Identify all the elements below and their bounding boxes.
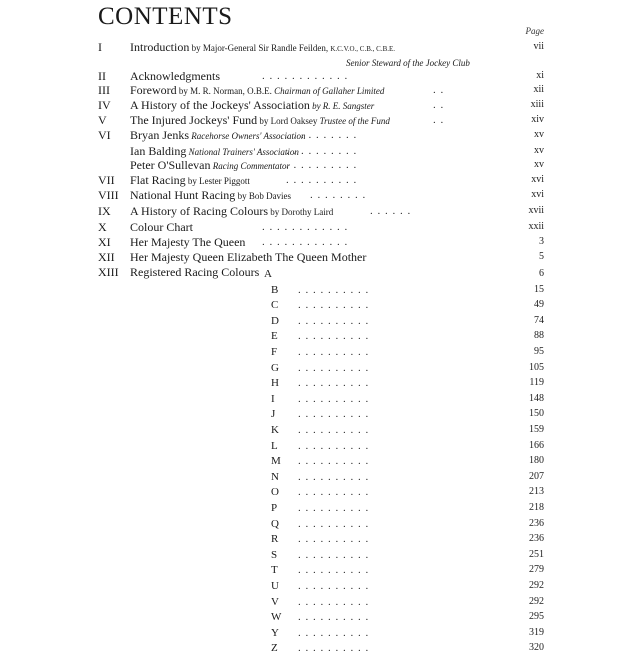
- entry-title: Introduction: [130, 40, 190, 54]
- chapter-numeral: IX: [98, 204, 111, 218]
- chapter-numeral: III: [98, 83, 110, 97]
- leader-dots: . . . . . . . . . .: [298, 439, 370, 452]
- leader-dots: . . . . . . . . . .: [298, 564, 370, 577]
- entry-role: Trustee of the Fund: [319, 116, 390, 126]
- page-number: xvi: [531, 174, 544, 185]
- index-letter: Y: [271, 626, 279, 639]
- leader-dots: . . . . . . . . . .: [298, 455, 370, 468]
- leader-dots: . .: [433, 99, 445, 111]
- entry-title: A History of the Jockeys' Association: [130, 98, 310, 112]
- page-number: 292: [529, 580, 544, 591]
- leader-dots: . . . . . . . . . .: [298, 361, 370, 374]
- page-number: xiii: [530, 99, 544, 110]
- leader-dots: . . . . . . . . . .: [298, 486, 370, 499]
- leader-dots: . . . . . . . . . .: [298, 377, 370, 390]
- entry-title: Foreword: [130, 83, 177, 97]
- leader-dots: . . . . . . . . . .: [298, 642, 370, 655]
- entry-author: by Bob Davies: [235, 191, 292, 201]
- page-number: 159: [529, 424, 544, 435]
- index-letter: J: [271, 408, 276, 421]
- index-letter: D: [271, 314, 279, 327]
- leader-dots: . . . . . . . . . .: [298, 548, 370, 561]
- page-title: CONTENTS: [98, 3, 233, 30]
- leader-dots: . . . . . . . .: [310, 189, 367, 201]
- leader-dots: . . . . . . . . . .: [298, 392, 370, 405]
- entry-title: Ian Balding: [130, 144, 187, 158]
- index-letter: E: [271, 330, 278, 343]
- chapter-numeral: V: [98, 113, 107, 127]
- chapter-numeral: XIII: [98, 265, 119, 279]
- page-number: 292: [529, 595, 544, 607]
- chapter-numeral: XI: [98, 235, 111, 249]
- page-number: xv: [534, 129, 544, 140]
- index-letter: C: [271, 299, 279, 312]
- entry-author: by Lester Piggott: [185, 176, 250, 186]
- page-number: 207: [529, 470, 544, 482]
- index-letter: S: [271, 548, 278, 561]
- chapter-numeral: VI: [98, 128, 111, 142]
- leader-dots: . . . . . . . . . .: [286, 145, 358, 157]
- entry-title: Flat Racing: [130, 173, 186, 187]
- leader-dots: . . . . . . . . . .: [298, 517, 370, 530]
- leader-dots: . . . . . . . . . .: [286, 159, 358, 171]
- entry-author: by Major-General Sir Randle Feilden,: [189, 43, 331, 53]
- leader-dots: . . . . . . . . . .: [298, 314, 370, 327]
- index-letter: I: [271, 392, 275, 405]
- entry-title: Peter O'Sullevan: [130, 158, 211, 172]
- entry-role: Racing Commentator: [210, 161, 290, 171]
- index-letter: Q: [271, 517, 279, 530]
- page-number: xxii: [528, 221, 544, 232]
- index-letter: U: [271, 580, 279, 592]
- chapter-numeral: VII: [98, 173, 115, 187]
- index-letter: L: [271, 439, 278, 452]
- page-number: 105: [529, 361, 544, 373]
- index-letter: B: [271, 283, 279, 296]
- chapter-numeral: XII: [98, 250, 115, 264]
- index-letter: K: [271, 424, 279, 436]
- chapter-numeral: II: [98, 69, 106, 83]
- page-number: 166: [529, 439, 544, 451]
- index-letter: F: [271, 346, 278, 358]
- page-number: 236: [529, 533, 544, 545]
- entry-honours: K.C.V.O., C.B., C.B.E.: [330, 45, 396, 53]
- leader-dots: . . . . . . . . . .: [298, 408, 370, 421]
- entry-title: A History of Racing Colours: [130, 204, 268, 218]
- index-letter: G: [271, 361, 279, 374]
- page-number: 251: [529, 548, 544, 560]
- entry-author: by Dorothy Laird: [268, 207, 334, 217]
- page-number: xvi: [531, 189, 544, 200]
- leader-dots: . . . . . . . . . .: [298, 580, 370, 592]
- index-letter: Z: [271, 642, 278, 655]
- leader-dots: . . . . . . . . . . . .: [262, 236, 349, 248]
- entry-role: National Trainers' Association: [186, 147, 299, 157]
- leader-dots: . . . . . . . . . .: [298, 611, 370, 624]
- page-number: 320: [529, 642, 544, 654]
- entry-title: The Injured Jockeys' Fund: [130, 113, 258, 127]
- entry-title: Her Majesty Queen Elizabeth The Queen Mother: [130, 250, 367, 264]
- page-number: vii: [533, 41, 544, 52]
- page-number: 5: [539, 251, 544, 262]
- toc-subtitle: Senior Steward of the Jockey Club: [346, 58, 470, 68]
- leader-dots: . . . . . . . . . .: [298, 470, 370, 483]
- entry-title: National Hunt Racing: [130, 188, 236, 202]
- page-number: 148: [529, 392, 544, 404]
- leader-dots: . . . . . . . . . .: [298, 283, 370, 296]
- leader-dots: . . . . . . . . . .: [298, 533, 370, 546]
- page-number: 236: [529, 517, 544, 529]
- leader-dots: . .: [433, 114, 445, 126]
- leader-dots: . . . . . . . . . .: [298, 299, 370, 312]
- page-number: 49: [534, 299, 544, 311]
- index-letter: M: [271, 455, 281, 468]
- page-number: 88: [534, 330, 544, 342]
- leader-dots: . . . . . . . . . .: [298, 502, 370, 514]
- page-number: 6: [539, 268, 544, 279]
- page-number: 95: [534, 346, 544, 357]
- index-letter: R: [271, 533, 279, 546]
- leader-dots: . . . . . . . . . .: [298, 346, 370, 358]
- page-number: 279: [529, 564, 544, 576]
- leader-dots: . . . . . . . . . .: [286, 129, 358, 141]
- page-number: xv: [534, 159, 544, 170]
- page-number: xvii: [528, 205, 544, 216]
- leader-dots: . . . . . . . . . .: [298, 595, 370, 608]
- entry-role: Racehorse Owners' Association: [189, 131, 306, 141]
- leader-dots: . . . . . . . . . . . .: [262, 221, 349, 233]
- leader-dots: . . . . . . . . . .: [298, 424, 370, 436]
- index-letter: T: [271, 564, 278, 577]
- index-letter: N: [271, 470, 279, 483]
- page-number: xv: [534, 145, 544, 156]
- leader-dots: . . . . . . . . . .: [298, 330, 370, 343]
- entry-title: Her Majesty The Queen: [130, 235, 246, 249]
- page-number: 213: [529, 486, 544, 498]
- entry-title: Colour Chart: [130, 220, 193, 234]
- page-number: xii: [533, 84, 544, 95]
- entry-author: by Lord Oaksey: [257, 116, 320, 126]
- index-letter: H: [271, 377, 279, 390]
- index-letter: V: [271, 595, 279, 608]
- page-column-label: Page: [525, 26, 544, 36]
- chapter-numeral: VIII: [98, 188, 119, 202]
- leader-dots: . . . . . . . . . . . .: [262, 70, 349, 82]
- entry-title: Registered Racing Colours: [130, 265, 260, 279]
- page-number: 119: [529, 377, 544, 389]
- leader-dots: . . . . . . . . . .: [286, 174, 358, 186]
- leader-dots: . . . . . . . . . .: [298, 626, 370, 639]
- leader-dots: . .: [433, 84, 445, 96]
- page-number: 180: [529, 455, 544, 467]
- chapter-numeral: IV: [98, 98, 111, 112]
- entry-role: by R. E. Sangster: [309, 101, 375, 111]
- index-letter-row: [0, 639, 640, 657]
- page-number: 150: [529, 408, 544, 420]
- index-letter: P: [271, 502, 278, 514]
- index-letter: W: [271, 611, 282, 624]
- page-number: 3: [539, 236, 544, 247]
- entry-role: Chairman of Gallaher Limited: [274, 86, 385, 96]
- page-number: xiv: [531, 114, 544, 125]
- entry-title: Bryan Jenks: [130, 128, 189, 142]
- page-number: xi: [536, 70, 544, 81]
- page-number: 15: [534, 283, 544, 295]
- page-number: 319: [529, 626, 544, 638]
- entry-title: Acknowledgments: [130, 69, 220, 83]
- page-number: 218: [529, 502, 544, 513]
- chapter-numeral: I: [98, 40, 102, 54]
- leader-dots: . . . . . .: [370, 205, 412, 217]
- index-letter: A: [264, 268, 272, 280]
- page-number: 74: [534, 314, 544, 326]
- entry-author: by M. R. Norman, O.B.E.: [176, 86, 275, 96]
- page-number: 295: [529, 611, 544, 623]
- chapter-numeral: X: [98, 220, 107, 234]
- index-letter: O: [271, 486, 279, 499]
